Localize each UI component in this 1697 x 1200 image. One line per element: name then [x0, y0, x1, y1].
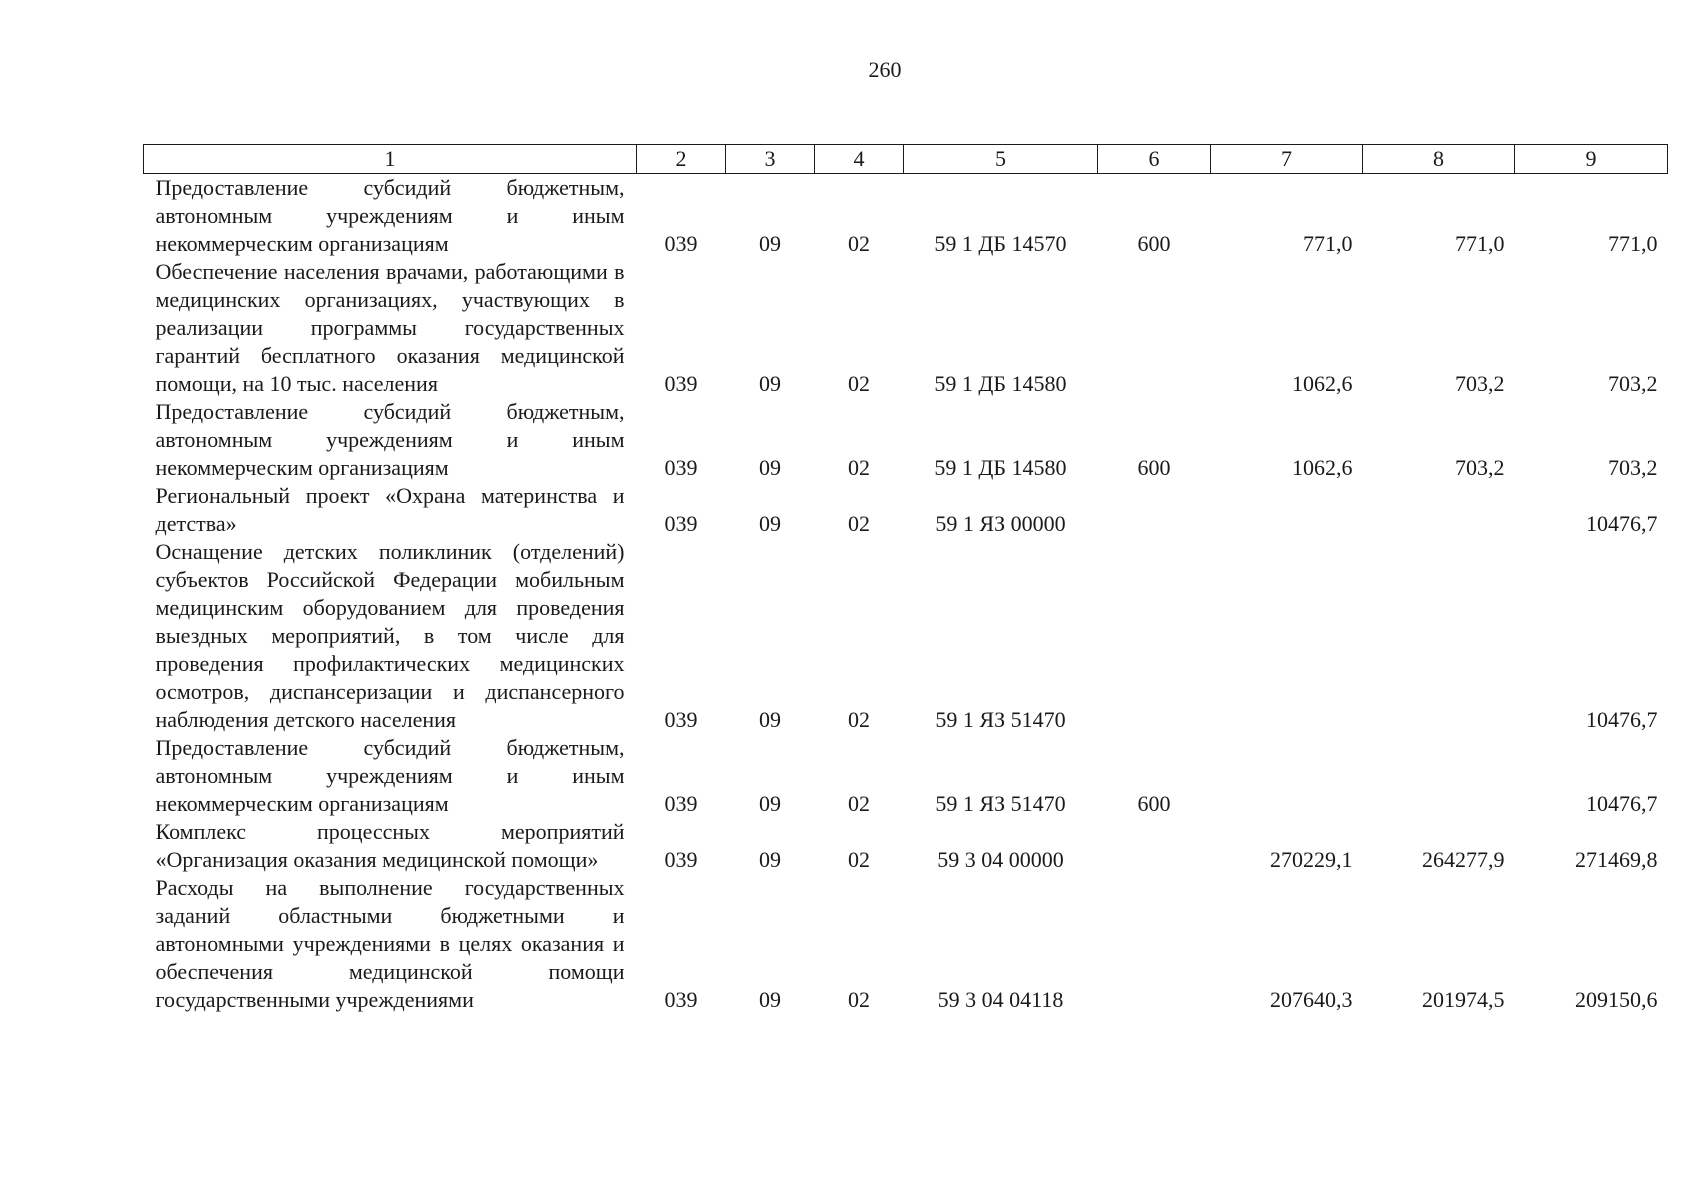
- row-code: 039: [664, 707, 698, 732]
- row-subsection: 02: [848, 371, 870, 396]
- row-code: 039: [664, 371, 698, 396]
- row-expense-type: 600: [1137, 231, 1171, 256]
- header-cell: 9: [1515, 145, 1668, 174]
- row-description: Предоставление субсидий бюджетным, автономным учреждениям и иным некоммерческим организациям: [155, 399, 625, 480]
- row-value-9: 10476,7: [1586, 511, 1658, 536]
- header-cell: 5: [904, 145, 1098, 174]
- table-row: [144, 734, 1668, 818]
- table-row: [144, 398, 1668, 482]
- header-cell: 4: [815, 145, 904, 174]
- row-description: Региональный проект «Охрана материнства и детства»: [155, 483, 625, 536]
- row-value-9: 10476,7: [1586, 791, 1658, 816]
- row-section: 09: [759, 847, 781, 872]
- row-subsection: 02: [848, 455, 870, 480]
- table-row: [144, 538, 1668, 734]
- row-target: 59 1 ЯЗ 51470: [935, 791, 1066, 816]
- row-value-9: 10476,7: [1586, 707, 1658, 732]
- header-cell: 7: [1211, 145, 1363, 174]
- row-value-8: 264277,9: [1422, 847, 1505, 872]
- row-section: 09: [759, 455, 781, 480]
- row-description: Расходы на выполнение государственных заданий областными бюджетными и автономными учреждениями в целях оказания и обеспечения медицинской помощи государственными учреждениями: [155, 875, 625, 1012]
- row-value-9: 271469,8: [1575, 847, 1658, 872]
- row-expense-type: [1098, 258, 1211, 398]
- header-cell: 1: [144, 145, 637, 174]
- row-expense-type: [1098, 874, 1211, 1014]
- row-value-8: 771,0: [1455, 231, 1505, 256]
- row-section: 09: [759, 511, 781, 536]
- row-description: Предоставление субсидий бюджетным, автономным учреждениям и иным некоммерческим организациям: [155, 175, 625, 256]
- row-description: Обеспечение населения врачами, работающими в медицинских организациях, участвующих в реализации программы государственных гарантий бесплатного оказания медицинской помощи, на 10 тыс. населения: [155, 259, 625, 396]
- row-section: 09: [759, 231, 781, 256]
- row-code: 039: [664, 987, 698, 1012]
- row-expense-type: [1098, 482, 1211, 538]
- row-target: 59 1 ЯЗ 51470: [935, 707, 1066, 732]
- row-description: Оснащение детских поликлиник (отделений) субъектов Российской Федерации мобильным медицинским оборудованием для проведения выездных мероприятий, в том числе для проведения профилактических медицинских осмотров, диспансеризации и диспансерного наблюдения детского населения: [155, 539, 625, 732]
- table-row: [144, 874, 1668, 1014]
- row-value-7: 1062,6: [1292, 371, 1353, 396]
- row-expense-type: [1098, 538, 1211, 734]
- table-header: [144, 145, 1668, 174]
- row-code: 039: [664, 847, 698, 872]
- table-row: [144, 174, 1668, 259]
- row-expense-type: [1098, 818, 1211, 874]
- header-row: [144, 145, 1668, 174]
- row-code: 039: [664, 455, 698, 480]
- row-code: 039: [664, 791, 698, 816]
- page-number: 260: [868, 57, 902, 82]
- row-value-8: [1363, 538, 1515, 734]
- row-description: Предоставление субсидий бюджетным, автономным учреждениям и иным некоммерческим организациям: [155, 735, 625, 816]
- row-description: Комплекс процессных мероприятий «Организация оказания медицинской помощи»: [155, 819, 625, 872]
- header-cell: 2: [637, 145, 726, 174]
- row-value-8: 201974,5: [1422, 987, 1505, 1012]
- row-value-7: [1211, 538, 1363, 734]
- budget-table: [143, 144, 1668, 1014]
- row-section: 09: [759, 371, 781, 396]
- row-value-7: [1211, 734, 1363, 818]
- row-value-9: 703,2: [1608, 371, 1658, 396]
- row-target: 59 3 04 04118: [937, 987, 1064, 1012]
- row-value-9: 209150,6: [1575, 987, 1658, 1012]
- row-subsection: 02: [848, 987, 870, 1012]
- row-section: 09: [759, 987, 781, 1012]
- row-value-7: 1062,6: [1292, 455, 1353, 480]
- row-value-8: 703,2: [1455, 455, 1505, 480]
- row-value-7: 771,0: [1303, 231, 1353, 256]
- row-target: 59 1 ЯЗ 00000: [935, 511, 1066, 536]
- row-value-9: 703,2: [1608, 455, 1658, 480]
- row-subsection: 02: [848, 791, 870, 816]
- row-value-7: [1211, 482, 1363, 538]
- row-section: 09: [759, 791, 781, 816]
- row-value-8: [1363, 734, 1515, 818]
- row-value-7: 270229,1: [1270, 847, 1353, 872]
- row-subsection: 02: [848, 511, 870, 536]
- row-subsection: 02: [848, 707, 870, 732]
- row-value-8: [1363, 482, 1515, 538]
- row-expense-type: 600: [1137, 455, 1171, 480]
- row-code: 039: [664, 231, 698, 256]
- row-target: 59 3 04 00000: [937, 847, 1064, 872]
- table-body: [144, 174, 1668, 1015]
- row-value-9: 771,0: [1608, 231, 1658, 256]
- row-value-7: 207640,3: [1270, 987, 1353, 1012]
- table-row: [144, 482, 1668, 538]
- header-cell: 6: [1098, 145, 1211, 174]
- table-row: [144, 258, 1668, 398]
- table-row: [144, 818, 1668, 874]
- row-subsection: 02: [848, 231, 870, 256]
- row-code: 039: [664, 511, 698, 536]
- row-value-8: 703,2: [1455, 371, 1505, 396]
- header-cell: 8: [1363, 145, 1515, 174]
- header-cell: 3: [726, 145, 815, 174]
- row-subsection: 02: [848, 847, 870, 872]
- row-target: 59 1 ДБ 14570: [934, 231, 1067, 256]
- row-target: 59 1 ДБ 14580: [934, 371, 1067, 396]
- row-section: 09: [759, 707, 781, 732]
- row-expense-type: 600: [1137, 791, 1171, 816]
- row-target: 59 1 ДБ 14580: [934, 455, 1067, 480]
